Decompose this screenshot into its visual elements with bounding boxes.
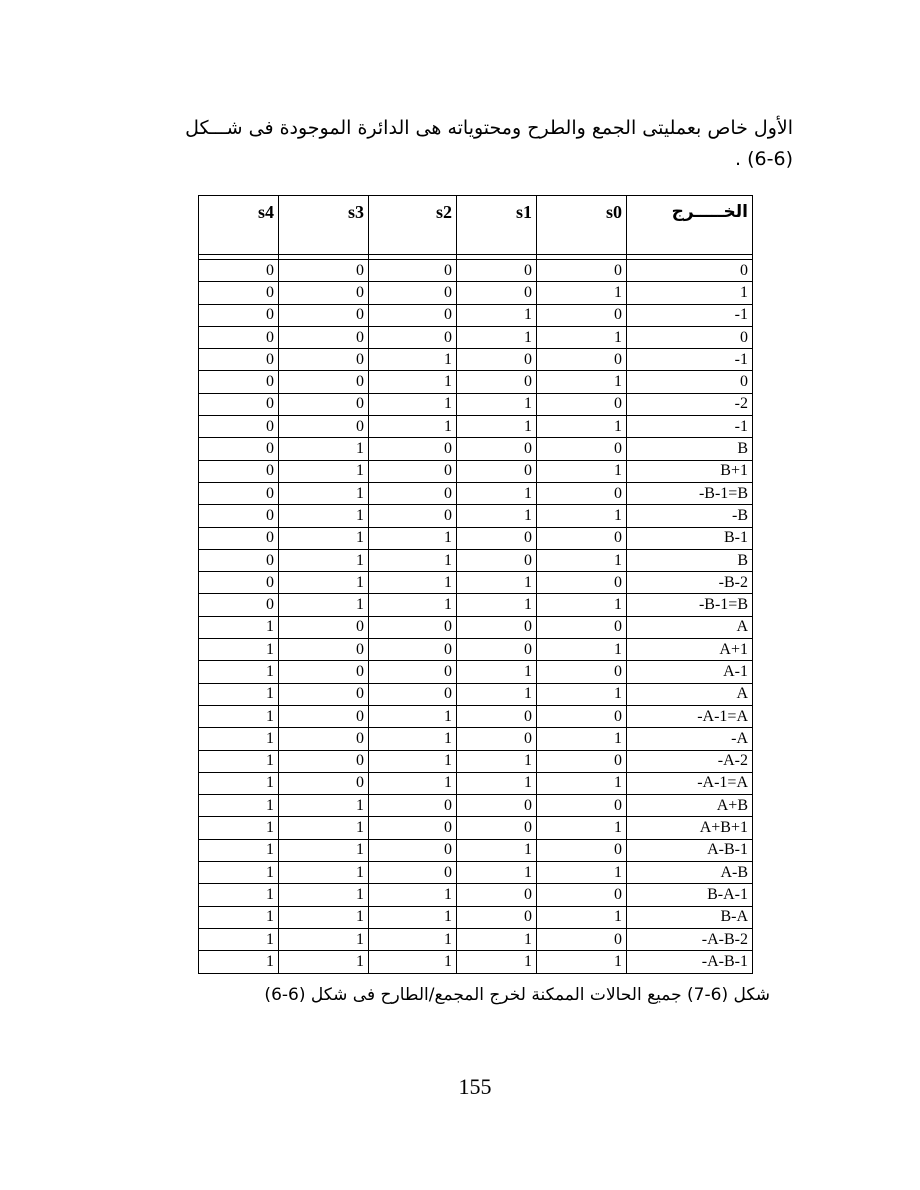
cell-s0: 1 xyxy=(537,906,627,928)
cell-s1: 0 xyxy=(457,884,537,906)
cell-s0: 1 xyxy=(537,594,627,616)
cell-s1: 1 xyxy=(457,482,537,504)
table-row xyxy=(199,482,753,504)
table-row xyxy=(199,326,753,348)
cell-s0: 0 xyxy=(537,304,627,326)
cell-output: A+B+1 xyxy=(627,817,753,839)
cell-output: -A-1=A xyxy=(627,705,753,727)
cell-s4: 1 xyxy=(199,862,279,884)
cell-s4: 1 xyxy=(199,750,279,772)
cell-output: 0 xyxy=(627,326,753,348)
header-s0: s0 xyxy=(537,196,627,255)
cell-s4: 0 xyxy=(199,349,279,371)
table-body xyxy=(199,255,753,974)
cell-s2: 0 xyxy=(369,661,457,683)
cell-output: -A-B-1 xyxy=(627,951,753,973)
cell-s3: 0 xyxy=(279,750,369,772)
intro-line-1: الأول خاص بعمليتى الجمع والطرح ومحتوياته هى الدائرة الموجودة فى شـــكل xyxy=(185,117,793,139)
cell-s2: 1 xyxy=(369,527,457,549)
cell-s1: 1 xyxy=(457,304,537,326)
cell-output: B+1 xyxy=(627,460,753,482)
cell-s3: 1 xyxy=(279,906,369,928)
cell-s4: 0 xyxy=(199,572,279,594)
table-header-row xyxy=(199,196,753,255)
cell-s1: 1 xyxy=(457,839,537,861)
cell-output: 1 xyxy=(627,282,753,304)
cell-output: A+1 xyxy=(627,639,753,661)
cell-s3: 0 xyxy=(279,393,369,415)
table-row xyxy=(199,817,753,839)
cell-s0: 0 xyxy=(537,527,627,549)
table-row xyxy=(199,460,753,482)
cell-output: A xyxy=(627,616,753,638)
cell-s3: 0 xyxy=(279,728,369,750)
cell-s4: 1 xyxy=(199,728,279,750)
cell-s0: 0 xyxy=(537,750,627,772)
table-row xyxy=(199,416,753,438)
cell-s0: 1 xyxy=(537,505,627,527)
cell-s0: 1 xyxy=(537,862,627,884)
cell-s4: 0 xyxy=(199,438,279,460)
cell-output: -B-1=B xyxy=(627,482,753,504)
cell-s3: 0 xyxy=(279,349,369,371)
cell-s3: 1 xyxy=(279,572,369,594)
cell-s2: 0 xyxy=(369,260,457,282)
cell-s1: 1 xyxy=(457,326,537,348)
cell-s4: 0 xyxy=(199,527,279,549)
cell-s3: 0 xyxy=(279,326,369,348)
table-row xyxy=(199,951,753,973)
cell-s0: 1 xyxy=(537,728,627,750)
cell-s4: 0 xyxy=(199,460,279,482)
cell-s3: 1 xyxy=(279,928,369,950)
table-row xyxy=(199,884,753,906)
table-row xyxy=(199,572,753,594)
table-row xyxy=(199,795,753,817)
cell-output: -A-B-2 xyxy=(627,928,753,950)
cell-s1: 1 xyxy=(457,750,537,772)
cell-output: -2 xyxy=(627,393,753,415)
cell-s2: 0 xyxy=(369,817,457,839)
cell-s3: 1 xyxy=(279,795,369,817)
cell-s0: 1 xyxy=(537,549,627,571)
cell-s2: 0 xyxy=(369,839,457,861)
table-row xyxy=(199,750,753,772)
cell-s4: 1 xyxy=(199,795,279,817)
cell-s4: 1 xyxy=(199,705,279,727)
table-row xyxy=(199,304,753,326)
cell-s3: 0 xyxy=(279,705,369,727)
cell-s2: 1 xyxy=(369,772,457,794)
cell-s2: 1 xyxy=(369,906,457,928)
table-row xyxy=(199,683,753,705)
cell-s1: 0 xyxy=(457,549,537,571)
cell-s1: 0 xyxy=(457,639,537,661)
cell-s0: 1 xyxy=(537,639,627,661)
table-row xyxy=(199,438,753,460)
cell-output: -A-2 xyxy=(627,750,753,772)
cell-s3: 0 xyxy=(279,282,369,304)
cell-s3: 0 xyxy=(279,304,369,326)
intro-line-2: (6-6) . xyxy=(735,148,793,170)
cell-output: B-A xyxy=(627,906,753,928)
cell-s1: 1 xyxy=(457,572,537,594)
figure-caption: شكل (6-7) جميع الحالات الممكنة لخرج المجمع/الطارح فى شكل (6-6) xyxy=(264,985,770,1005)
cell-s3: 1 xyxy=(279,817,369,839)
cell-s4: 1 xyxy=(199,951,279,973)
cell-s4: 1 xyxy=(199,683,279,705)
cell-s2: 1 xyxy=(369,728,457,750)
cell-s3: 0 xyxy=(279,416,369,438)
cell-s4: 0 xyxy=(199,282,279,304)
cell-output: B xyxy=(627,438,753,460)
cell-s2: 1 xyxy=(369,705,457,727)
table-row xyxy=(199,728,753,750)
table-row xyxy=(199,594,753,616)
cell-s2: 1 xyxy=(369,349,457,371)
cell-output: -1 xyxy=(627,304,753,326)
cell-s0: 0 xyxy=(537,705,627,727)
cell-s0: 0 xyxy=(537,260,627,282)
cell-s0: 0 xyxy=(537,482,627,504)
cell-output: -B xyxy=(627,505,753,527)
cell-s2: 0 xyxy=(369,505,457,527)
cell-s3: 1 xyxy=(279,884,369,906)
cell-s4: 1 xyxy=(199,639,279,661)
cell-s4: 0 xyxy=(199,594,279,616)
cell-s2: 1 xyxy=(369,549,457,571)
cell-s4: 1 xyxy=(199,884,279,906)
cell-s1: 0 xyxy=(457,817,537,839)
cell-s2: 0 xyxy=(369,862,457,884)
cell-s1: 1 xyxy=(457,505,537,527)
table-row xyxy=(199,772,753,794)
cell-s0: 0 xyxy=(537,661,627,683)
cell-s0: 0 xyxy=(537,795,627,817)
table-row xyxy=(199,505,753,527)
truth-table xyxy=(198,195,753,974)
cell-s3: 0 xyxy=(279,616,369,638)
cell-output: 0 xyxy=(627,371,753,393)
cell-s0: 0 xyxy=(537,616,627,638)
cell-s1: 0 xyxy=(457,260,537,282)
cell-s0: 0 xyxy=(537,884,627,906)
cell-s1: 1 xyxy=(457,661,537,683)
cell-output: A-B xyxy=(627,862,753,884)
cell-s1: 1 xyxy=(457,594,537,616)
cell-output: -A xyxy=(627,728,753,750)
cell-s4: 0 xyxy=(199,505,279,527)
table-row xyxy=(199,705,753,727)
cell-s1: 0 xyxy=(457,460,537,482)
cell-s4: 0 xyxy=(199,416,279,438)
cell-s4: 1 xyxy=(199,616,279,638)
cell-s0: 1 xyxy=(537,817,627,839)
cell-s0: 0 xyxy=(537,928,627,950)
cell-s2: 0 xyxy=(369,326,457,348)
cell-s3: 1 xyxy=(279,862,369,884)
cell-s3: 0 xyxy=(279,772,369,794)
cell-s2: 0 xyxy=(369,639,457,661)
cell-s0: 1 xyxy=(537,951,627,973)
cell-s2: 1 xyxy=(369,594,457,616)
cell-s3: 1 xyxy=(279,839,369,861)
cell-s2: 0 xyxy=(369,460,457,482)
cell-s2: 1 xyxy=(369,416,457,438)
cell-s1: 1 xyxy=(457,416,537,438)
cell-s2: 1 xyxy=(369,951,457,973)
cell-s1: 0 xyxy=(457,527,537,549)
cell-s0: 0 xyxy=(537,572,627,594)
header-output: الخـــــرج xyxy=(627,196,753,255)
table-row xyxy=(199,349,753,371)
cell-s4: 0 xyxy=(199,304,279,326)
table-row xyxy=(199,616,753,638)
cell-s4: 0 xyxy=(199,482,279,504)
cell-s1: 0 xyxy=(457,282,537,304)
cell-s4: 1 xyxy=(199,772,279,794)
table-row xyxy=(199,393,753,415)
cell-s1: 0 xyxy=(457,728,537,750)
cell-s2: 0 xyxy=(369,482,457,504)
table-row xyxy=(199,260,753,282)
cell-s4: 1 xyxy=(199,839,279,861)
cell-s1: 1 xyxy=(457,862,537,884)
cell-s3: 0 xyxy=(279,371,369,393)
cell-s2: 1 xyxy=(369,928,457,950)
cell-s0: 1 xyxy=(537,326,627,348)
cell-s3: 0 xyxy=(279,260,369,282)
cell-output: -B-2 xyxy=(627,572,753,594)
header-s1: s1 xyxy=(457,196,537,255)
cell-output: B-A-1 xyxy=(627,884,753,906)
cell-s1: 1 xyxy=(457,951,537,973)
table-row xyxy=(199,906,753,928)
cell-output: B-1 xyxy=(627,527,753,549)
cell-s2: 0 xyxy=(369,282,457,304)
cell-output: -A-1=A xyxy=(627,772,753,794)
intro-paragraph xyxy=(130,113,793,175)
cell-s1: 1 xyxy=(457,928,537,950)
header-s4: s4 xyxy=(199,196,279,255)
cell-s1: 1 xyxy=(457,393,537,415)
cell-s3: 1 xyxy=(279,438,369,460)
cell-s1: 0 xyxy=(457,795,537,817)
cell-s1: 0 xyxy=(457,371,537,393)
cell-s3: 1 xyxy=(279,527,369,549)
cell-s1: 1 xyxy=(457,772,537,794)
table-row xyxy=(199,639,753,661)
cell-s1: 1 xyxy=(457,683,537,705)
cell-output: 0 xyxy=(627,260,753,282)
cell-s4: 1 xyxy=(199,906,279,928)
cell-s2: 1 xyxy=(369,884,457,906)
cell-s0: 1 xyxy=(537,683,627,705)
cell-output: -B-1=B xyxy=(627,594,753,616)
cell-output: A-B-1 xyxy=(627,839,753,861)
cell-s0: 1 xyxy=(537,460,627,482)
table-row xyxy=(199,928,753,950)
cell-s0: 1 xyxy=(537,282,627,304)
cell-output: A-1 xyxy=(627,661,753,683)
cell-s2: 1 xyxy=(369,750,457,772)
page-number: 155 xyxy=(458,1074,492,1099)
cell-output: -1 xyxy=(627,416,753,438)
cell-s2: 0 xyxy=(369,616,457,638)
cell-s3: 1 xyxy=(279,460,369,482)
cell-s3: 1 xyxy=(279,482,369,504)
cell-output: B xyxy=(627,549,753,571)
cell-s3: 0 xyxy=(279,639,369,661)
table-row xyxy=(199,661,753,683)
cell-s4: 0 xyxy=(199,371,279,393)
cell-s0: 0 xyxy=(537,349,627,371)
header-s3: s3 xyxy=(279,196,369,255)
cell-s0: 0 xyxy=(537,438,627,460)
cell-s4: 0 xyxy=(199,326,279,348)
cell-s2: 0 xyxy=(369,683,457,705)
header-s2: s2 xyxy=(369,196,457,255)
cell-s1: 0 xyxy=(457,705,537,727)
cell-output: -1 xyxy=(627,349,753,371)
cell-s4: 1 xyxy=(199,661,279,683)
cell-s1: 0 xyxy=(457,906,537,928)
cell-s2: 1 xyxy=(369,371,457,393)
cell-s0: 1 xyxy=(537,772,627,794)
cell-s2: 0 xyxy=(369,795,457,817)
table-row xyxy=(199,527,753,549)
cell-s0: 0 xyxy=(537,839,627,861)
cell-s3: 0 xyxy=(279,683,369,705)
cell-s4: 0 xyxy=(199,549,279,571)
cell-s2: 0 xyxy=(369,304,457,326)
cell-s3: 0 xyxy=(279,661,369,683)
cell-s1: 0 xyxy=(457,438,537,460)
cell-output: A+B xyxy=(627,795,753,817)
cell-s4: 0 xyxy=(199,393,279,415)
cell-s0: 1 xyxy=(537,416,627,438)
cell-s0: 0 xyxy=(537,393,627,415)
cell-s1: 0 xyxy=(457,349,537,371)
cell-s3: 1 xyxy=(279,505,369,527)
cell-s3: 1 xyxy=(279,549,369,571)
cell-s2: 1 xyxy=(369,393,457,415)
table-row xyxy=(199,549,753,571)
cell-s2: 1 xyxy=(369,572,457,594)
cell-s4: 1 xyxy=(199,817,279,839)
cell-output: A xyxy=(627,683,753,705)
table-row xyxy=(199,282,753,304)
cell-s1: 0 xyxy=(457,616,537,638)
cell-s4: 0 xyxy=(199,260,279,282)
cell-s3: 1 xyxy=(279,594,369,616)
cell-s4: 1 xyxy=(199,928,279,950)
table-row xyxy=(199,371,753,393)
table-row xyxy=(199,862,753,884)
cell-s2: 0 xyxy=(369,438,457,460)
table-row xyxy=(199,839,753,861)
cell-s0: 1 xyxy=(537,371,627,393)
cell-s3: 1 xyxy=(279,951,369,973)
